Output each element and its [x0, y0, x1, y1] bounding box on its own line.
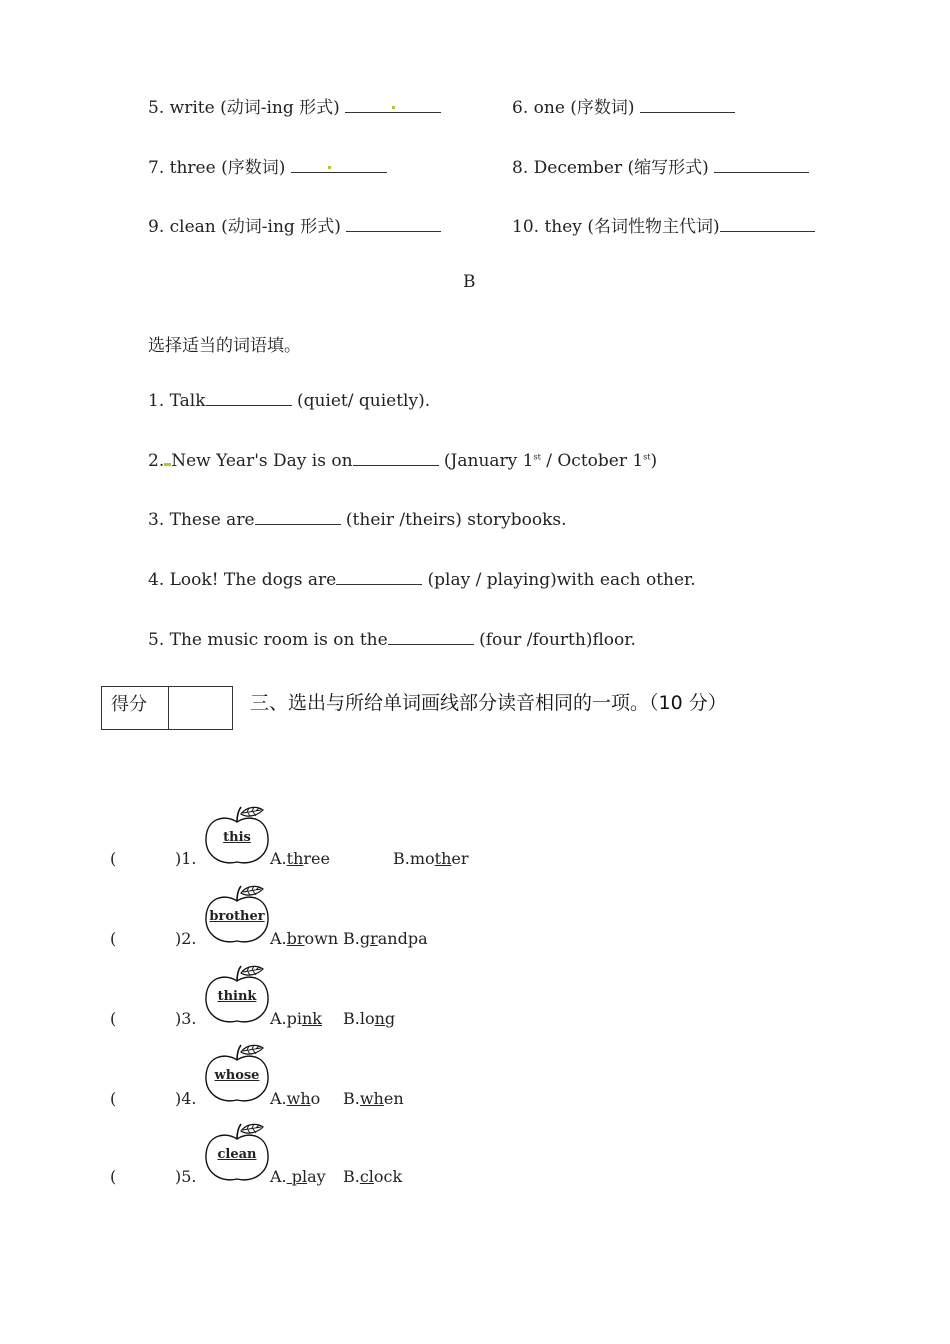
option-b[interactable]: [343, 1009, 395, 1028]
option-a-post: ay: [307, 1167, 326, 1186]
apple-icon: [203, 1044, 271, 1106]
item-8-december: 8. December (缩写形式): [512, 153, 809, 178]
option-b-pre: lo: [359, 1009, 375, 1028]
item-9-clean: 9. clean (动词-ing 形式): [148, 212, 441, 237]
answer-blank[interactable]: [346, 217, 441, 232]
option-a[interactable]: [270, 849, 330, 868]
option-a-underlined: pl: [286, 1167, 308, 1186]
answer-blank[interactable]: [291, 158, 387, 173]
apple-icon: [203, 885, 271, 947]
option-b[interactable]: [343, 1089, 404, 1108]
paren-open: (: [110, 929, 117, 948]
option-a[interactable]: [270, 1009, 322, 1028]
score-box: [101, 686, 233, 730]
apple-icon: [203, 806, 271, 868]
option-b-underlined: gr: [359, 929, 378, 948]
option-a-underlined: wh: [286, 1089, 311, 1108]
option-a-underlined: th: [286, 849, 304, 868]
question-number: )5.: [175, 1167, 197, 1186]
part-b-item-3: 3. These are (their /theirs) storybooks.: [148, 510, 567, 530]
paren-open: (: [110, 1089, 117, 1108]
option-b-underlined: th: [434, 849, 452, 868]
option-b-label: B.: [393, 849, 410, 868]
item-6-one: 6. one (序数词): [512, 93, 735, 118]
part-b-item-5: 5. The music room is on the (four /fourth)floor.: [148, 630, 636, 650]
option-a-post: ree: [303, 849, 330, 868]
apple-word: brother: [209, 909, 265, 924]
answer-blank[interactable]: [640, 98, 735, 113]
option-b[interactable]: [393, 849, 469, 868]
part-b-item-1: 1. Talk (quiet/ quietly).: [148, 391, 431, 411]
option-b-label: B.: [343, 1089, 360, 1108]
option-a-post: o: [310, 1089, 321, 1108]
answer-blank[interactable]: [206, 391, 292, 406]
item-7-three: 7. three (序数词): [148, 153, 387, 178]
option-a-label: A.: [270, 929, 287, 948]
answer-blank[interactable]: [345, 98, 441, 113]
option-b-label: B.: [343, 1009, 360, 1028]
apple-word: clean: [217, 1147, 257, 1162]
option-b[interactable]: [343, 1167, 402, 1186]
apple-word: whose: [214, 1068, 260, 1083]
part-b-label: B: [463, 272, 476, 292]
apple-icon: [203, 1123, 271, 1185]
apple-icon: [203, 965, 271, 1027]
part-b-item-2: 2. New Year's Day is on (January 1st / October 1st): [148, 451, 658, 471]
answer-blank[interactable]: [255, 510, 341, 525]
option-b-label: B.: [343, 1167, 360, 1186]
part-b-item-4: 4. Look! The dogs are (play / playing)with each other.: [148, 570, 696, 590]
option-a-label: A.: [270, 1167, 287, 1186]
answer-blank[interactable]: [336, 570, 422, 585]
paren-open: (: [110, 1167, 117, 1186]
apple-word: this: [223, 830, 251, 845]
option-b-post: en: [383, 1089, 404, 1108]
item-10-they: 10. they (名词性物主代词): [512, 212, 815, 237]
option-a[interactable]: [270, 1167, 326, 1186]
option-a[interactable]: [270, 929, 338, 948]
option-a-post: own: [304, 929, 339, 948]
option-a-label: A.: [270, 1009, 287, 1028]
question-number: )4.: [175, 1089, 197, 1108]
score-label: 得分: [111, 694, 147, 715]
option-b-underlined: ng: [374, 1009, 396, 1028]
apple-word: think: [217, 989, 257, 1004]
option-b-underlined: cl: [359, 1167, 374, 1186]
item-5-write: 5. write (动词-ing 形式): [148, 93, 441, 118]
paren-open: (: [110, 849, 117, 868]
option-a-label: A.: [270, 849, 287, 868]
option-a-underlined: nk: [302, 1009, 322, 1028]
paren-open: (: [110, 1009, 117, 1028]
answer-blank[interactable]: [353, 451, 439, 466]
section-three-title: 三、选出与所给单词画线部分读音相同的一项。（10 分）: [250, 692, 727, 714]
question-number: )2.: [175, 929, 197, 948]
question-number: )3.: [175, 1009, 197, 1028]
answer-blank[interactable]: [720, 217, 815, 232]
option-b-pre: mo: [409, 849, 435, 868]
answer-blank[interactable]: [714, 158, 809, 173]
answer-blank[interactable]: [388, 630, 474, 645]
option-a-label: A.: [270, 1089, 287, 1108]
option-a[interactable]: [270, 1089, 320, 1108]
option-b[interactable]: [343, 929, 428, 948]
option-b-post: ock: [373, 1167, 403, 1186]
question-number: )1.: [175, 849, 197, 868]
option-a-underlined: br: [286, 929, 305, 948]
part-b-instruction: 选择适当的词语填。: [148, 336, 301, 356]
option-a-pre: pi: [286, 1009, 302, 1028]
option-b-underlined: wh: [359, 1089, 384, 1108]
option-b-label: B.: [343, 929, 360, 948]
option-b-post: andpa: [377, 929, 428, 948]
option-b-post: er: [451, 849, 469, 868]
